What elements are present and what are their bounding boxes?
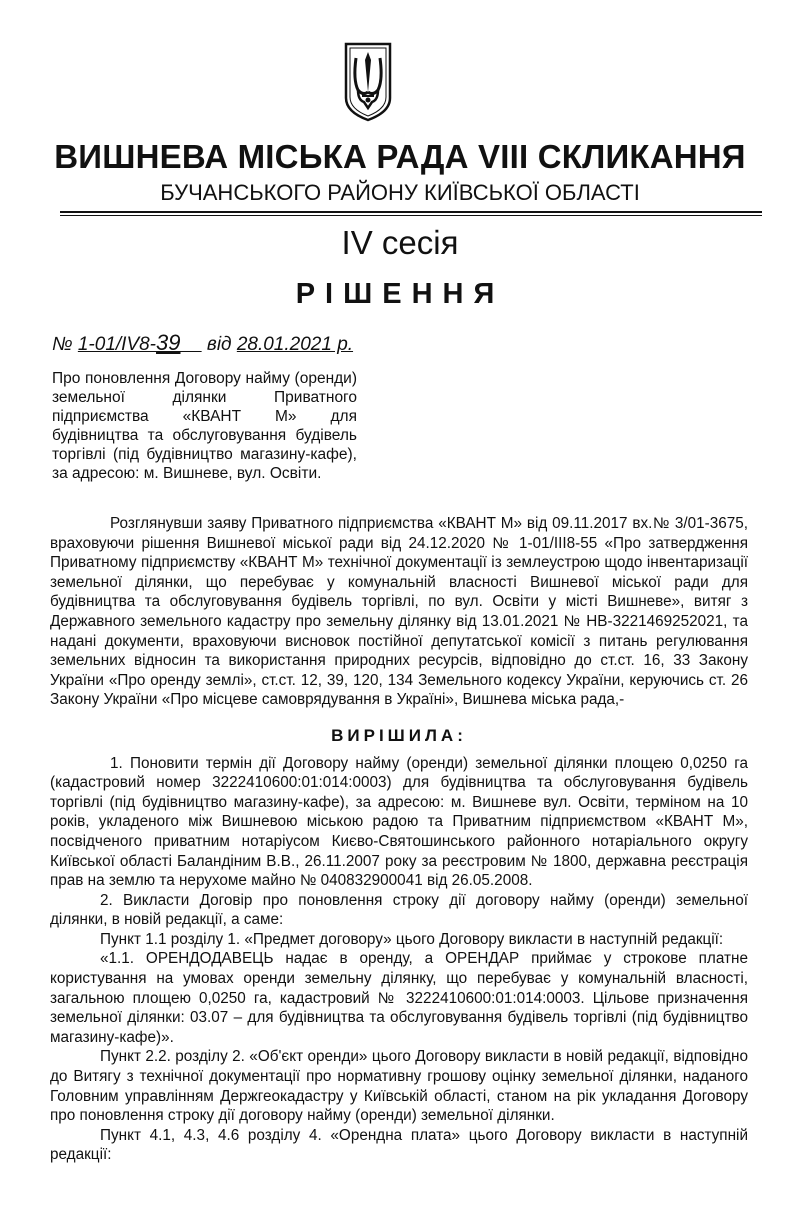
decision-subject: Про поновлення Договору найму (оренди) земельної ділянки Приватного підприємства «КВАНТ М» для будівництва та обслуговування будівель торгівлі (під будівництво магазину-кафе), за адресою: м. Вишневе, вул. Освіти. — [52, 370, 357, 482]
item-paragraph: 2. Викласти Договір про поновлення строку дії договору найму (оренди) земельної ділянки, в новій редакції, а саме: — [50, 891, 748, 929]
decision-title: РІШЕННЯ — [295, 278, 505, 310]
council-title: ВИШНЕВА МІСЬКА РАДА VIII СКЛИКАННЯ — [54, 138, 746, 175]
session-title: IV сесія — [341, 224, 459, 261]
item-paragraph: Пункт 4.1, 4.3, 4.6 розділу 4. «Орендна плата» цього Договору викласти в наступній редакції: — [50, 1126, 748, 1164]
decision-number-line — [52, 330, 353, 356]
header-divider — [60, 211, 762, 213]
preamble-paragraph: Розглянувши заяву Приватного підприємства «КВАНТ М» від 09.11.2017 вх.№ 3/01-3675, враховуючи рішення Вишневої міської ради від 24.12.2020 № 1-01/III8-55 «Про затвердження Приватному підприємству «КВАНТ М» технічної документації із землеустрою щодо інвентаризації земельної ділянки, що перебуває у комунальній власності Вишневої міської ради для будівництва та обслуговування будівель торгівлі, по вул. Освіти у місті Вишневе», витяг з Державного земельного кадастру про земельну ділянку від 13.01.2021 № НВ-3221469252021, та надані документи, враховуючи висновок постійної депутатської комісії з питань регулювання земельних відносин та використання природних ресурсів, відповідно до ст.ст. 16, 33 Закону України «Про оренду землі», ст.ст. 12, 39, 120, 134 Земельного кодексу України, керуючись ст. 26 Закону України «Про місцеве самоврядування в Україні», Вишнева міська рада,- — [50, 515, 748, 709]
number-sign: № — [52, 334, 73, 355]
handwritten-number: 39 — [156, 330, 181, 355]
decision-number: 1-01/IV8-39 — [77, 330, 181, 355]
item-paragraph: 1. Поновити термін дії Договору найму (оренди) земельної ділянки площею 0,0250 га (кадастровий номер 3222410600:01:014:0003) для будівництва та обслуговування будівель торгівлі (під будівництво магазину-кафе), за адресою: м. Вишневе вул. Освіти, терміном на 10 років, укладеного між Вишневою міською радою та Приватним підприємством «КВАНТ М», посвідченого приватним нотаріусом Києво-Святошинського районного нотаріального округу Київської області Баландіним В.В., 26.11.2007 року за реєстровим № 1800, державна реєстрація прав на землю та нерухоме майно № 040832900041 від 26.05.2008. — [50, 754, 748, 890]
district-subtitle: БУЧАНСЬКОГО РАЙОНУ КИЇВСЬКОЇ ОБЛАСТІ — [160, 180, 640, 205]
decision-date: 28.01.2021 р. — [236, 334, 354, 355]
decision-body — [50, 514, 748, 1165]
item-paragraph: Пункт 2.2. розділу 2. «Об'єкт оренди» цього Договору викласти в новій редакції, відповідно до Витягу з технічної документації про нормативну грошову оцінку земельної ділянки, наданого Головним управлінням Держгеокадастру у Київській області, станом на рік укладання Договору про поновлення строку дії договору найму (оренди) земельної ділянки. — [50, 1048, 748, 1125]
item-paragraph: «1.1. ОРЕНДОДАВЕЦЬ надає в оренду, а ОРЕНДАР приймає у строкове платне користування на умовах оренди земельну ділянку, що перебуває у комунальній власності, загальною площею 0,0250 га, кадастровий № 3222410600:01:014:0003. Цільове призначення земельної ділянки: 03.07 – для будівництва та обслуговування будівель торгівлі (під будівництво магазину-кафе)». — [50, 950, 748, 1046]
item-paragraph: Пункт 1.1 розділу 1. «Предмет договору» цього Договору викласти в наступній редакції: — [100, 930, 724, 948]
resolved-heading: ВИРІШИЛА: — [331, 725, 467, 745]
from-label: від — [206, 334, 232, 355]
header-divider-thin — [60, 215, 762, 216]
trident-emblem-icon — [340, 40, 396, 124]
